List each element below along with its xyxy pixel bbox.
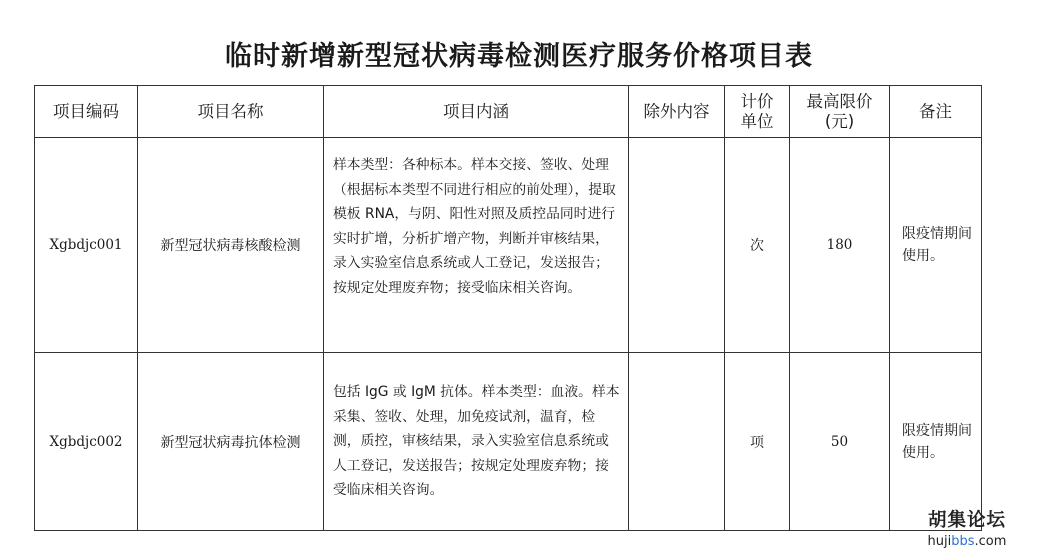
- col-header-unit: [725, 86, 790, 138]
- watermark: [912, 506, 1022, 549]
- row-name: 新型冠状病毒抗体检测: [138, 353, 324, 531]
- row-price: 50: [790, 353, 890, 531]
- col-header-unit-line2: 单位: [740, 111, 774, 131]
- col-header-name: 项目名称: [138, 86, 324, 138]
- table-row: [35, 353, 982, 531]
- row-content: 包括 IgG 或 IgM 抗体。样本类型：血液。样本采集、签收、处理，加免疫试剂，温育，检测，质控，审核结果，录入实验室信息系统或人工登记，发送报告；按规定处理废弃物；接受临床相关咨询。: [324, 353, 629, 531]
- watermark-url-prefix: huji: [927, 534, 952, 549]
- col-header-content: 项目内涵: [324, 86, 629, 138]
- row-unit: 项: [725, 353, 790, 531]
- price-table: [34, 85, 982, 531]
- col-header-price-line2: (元): [824, 111, 855, 131]
- row-excluded: [629, 353, 725, 531]
- row-code: Xgbdjc001: [35, 138, 138, 353]
- row-price: 180: [790, 138, 890, 353]
- col-header-price-line1: 最高限价: [806, 91, 873, 111]
- watermark-title: 胡集论坛: [927, 510, 1006, 531]
- row-unit: 次: [725, 138, 790, 353]
- table-header-row: [35, 86, 982, 138]
- row-remark: 限疫情期间使用。: [890, 353, 982, 531]
- row-content: 样本类型：各种标本。样本交接、签收、处理（根据标本类型不同进行相应的前处理），提取模板 RNA，与阴、阳性对照及质控品同时进行实时扩增，分析扩增产物，判断并审核结果，录入实验室信息系统或人工登记，发送报告；按规定处理废弃物；接受临床相关咨询。: [324, 138, 629, 353]
- col-header-code: 项目编码: [35, 86, 138, 138]
- watermark-url-highlight: bbs: [951, 534, 975, 549]
- row-code: Xgbdjc002: [35, 353, 138, 531]
- table-row: [35, 138, 982, 353]
- watermark-url: [912, 534, 1022, 549]
- page-title: 临时新增新型冠状病毒检测医疗服务价格项目表: [225, 41, 813, 72]
- col-header-price: [790, 86, 890, 138]
- row-excluded: [629, 138, 725, 353]
- row-name: 新型冠状病毒核酸检测: [138, 138, 324, 353]
- watermark-url-suffix: .com: [974, 534, 1007, 549]
- col-header-remark: 备注: [890, 86, 982, 138]
- row-remark: 限疫情期间使用。: [890, 138, 982, 353]
- col-header-unit-line1: 计价: [740, 91, 774, 111]
- col-header-excluded: 除外内容: [629, 86, 725, 138]
